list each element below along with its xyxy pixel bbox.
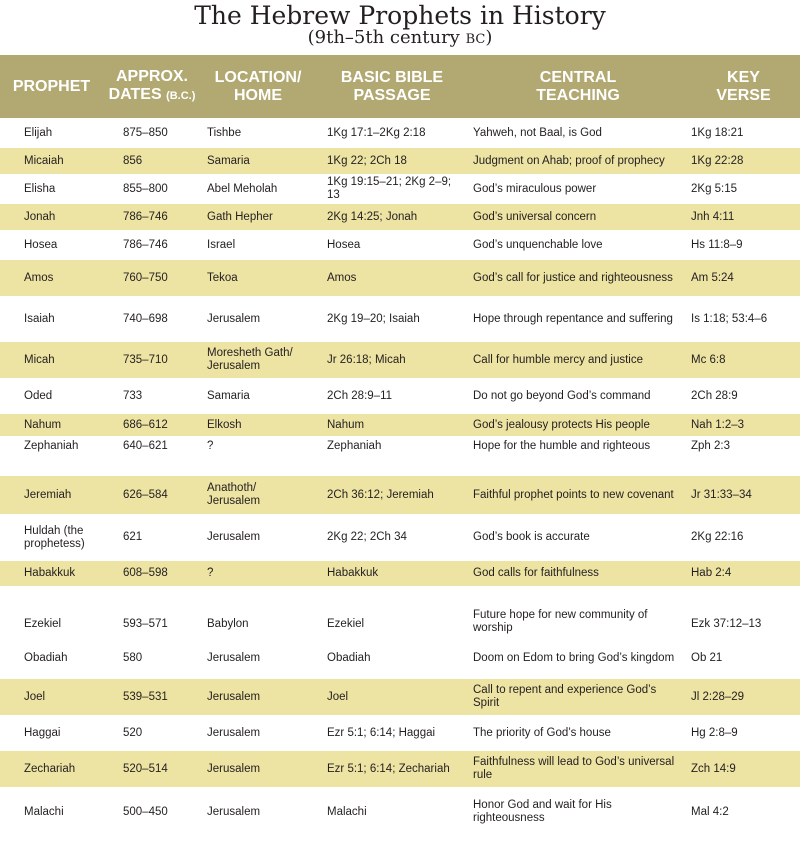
cell-dates: 733 <box>123 389 143 402</box>
table-row <box>0 679 800 715</box>
cell-prophet: Isaiah <box>24 312 55 325</box>
header-teaching: CENTRAL TEACHING <box>536 68 620 104</box>
cell-location: Jerusalem <box>207 726 261 739</box>
cell-passage: 2Kg 14:25; Jonah <box>327 210 418 223</box>
cell-location: Babylon <box>207 618 249 630</box>
cell-location: Samaria <box>207 389 250 402</box>
cell-prophet: Zechariah <box>24 762 76 775</box>
cell-prophet: Haggai <box>24 726 61 739</box>
cell-teaching: Doom on Edom to bring God’s kingdom <box>473 651 675 664</box>
cell-passage: Joel <box>327 690 349 703</box>
cell-verse: 2Ch 28:9 <box>691 389 738 402</box>
cell-passage: 2Kg 19–20; Isaiah <box>327 312 420 325</box>
cell-passage: Malachi <box>327 805 367 818</box>
cell-dates: 500–450 <box>123 805 168 818</box>
cell-dates: 640–621 <box>123 440 168 452</box>
cell-prophet: Micaiah <box>24 154 64 167</box>
cell-teaching: The priority of God’s house <box>473 726 611 739</box>
cell-prophet: Joel <box>24 690 46 703</box>
cell-passage: Habakkuk <box>327 567 379 579</box>
cell-dates: 608–598 <box>123 567 168 579</box>
cell-location: Abel Meholah <box>207 182 278 195</box>
cell-location: Jerusalem <box>207 805 261 818</box>
cell-dates: 580 <box>123 651 143 664</box>
cell-prophet: Obadiah <box>24 651 68 664</box>
cell-verse: Nah 1:2–3 <box>691 418 745 431</box>
table-header-row <box>0 55 800 118</box>
cell-passage: Amos <box>327 271 357 284</box>
cell-location: ? <box>207 440 214 452</box>
cell-prophet: Elijah <box>24 126 53 139</box>
header-prophet: PROPHET <box>12 77 91 95</box>
cell-passage: 2Ch 36:12; Jeremiah <box>327 488 434 501</box>
cell-prophet: Micah <box>24 353 55 366</box>
table-row <box>0 378 800 414</box>
table-row <box>0 514 800 561</box>
cell-dates: 520–514 <box>123 762 168 775</box>
cell-location: Moresheth Gath/ Jerusalem <box>207 347 293 372</box>
table-row <box>0 637 800 679</box>
cell-teaching: Hope for the humble and righteous <box>473 440 651 452</box>
cell-verse: Mal 4:2 <box>691 805 729 818</box>
table-row <box>0 715 800 751</box>
cell-teaching: God’s call for justice and righteousness <box>473 271 673 284</box>
cell-verse: Hg 2:8–9 <box>691 726 738 739</box>
header-verse: KEY VERSE <box>716 68 771 104</box>
cell-location: ? <box>207 567 214 579</box>
cell-prophet: Jeremiah <box>24 488 72 501</box>
cell-passage: 1Kg 19:15–21; 2Kg 2–9; 13 <box>327 176 452 201</box>
cell-teaching: Hope through repentance and suffering <box>473 312 673 325</box>
cell-location: Samaria <box>207 154 250 167</box>
header-location: LOCATION/ HOME <box>214 68 302 104</box>
table-row <box>0 476 800 514</box>
cell-dates: 856 <box>123 154 143 167</box>
cell-dates: 539–531 <box>123 690 168 703</box>
cell-passage: Ezr 5:1; 6:14; Zechariah <box>327 762 450 775</box>
table-row <box>0 586 800 637</box>
cell-prophet: Elisha <box>24 182 56 195</box>
header-passage: BASIC BIBLE PASSAGE <box>340 68 444 104</box>
cell-dates: 875–850 <box>123 126 168 139</box>
cell-prophet: Ezekiel <box>24 618 62 630</box>
cell-passage: 2Kg 22; 2Ch 34 <box>327 531 407 543</box>
cell-prophet: Nahum <box>24 418 62 431</box>
cell-teaching: Call to repent and experience God’s Spirit <box>473 684 657 709</box>
cell-dates: 760–750 <box>123 271 168 284</box>
cell-dates: 593–571 <box>123 618 168 630</box>
cell-verse: Hs 11:8–9 <box>691 238 743 251</box>
cell-verse: Zph 2:3 <box>691 440 730 452</box>
table-row <box>0 414 800 436</box>
cell-location: Jerusalem <box>207 762 261 775</box>
cell-location: Jerusalem <box>207 690 261 703</box>
cell-location: Tekoa <box>207 271 238 284</box>
cell-prophet: Malachi <box>24 805 64 818</box>
cell-teaching: God calls for faithfulness <box>473 567 599 579</box>
cell-dates: 520 <box>123 726 143 739</box>
cell-teaching: God’s book is accurate <box>473 531 590 543</box>
cell-passage: Ezekiel <box>327 618 365 630</box>
table-row <box>0 296 800 342</box>
cell-location: Gath Hepher <box>207 210 273 223</box>
cell-dates: 740–698 <box>123 312 168 325</box>
table-row <box>0 561 800 586</box>
subtitle-main: (9th–5th century <box>307 27 466 48</box>
cell-verse: Mc 6:8 <box>691 353 726 366</box>
cell-location: Jerusalem <box>207 531 261 543</box>
cell-dates: 621 <box>123 531 143 543</box>
page-subtitle <box>0 28 800 50</box>
cell-dates: 786–746 <box>123 238 168 251</box>
cell-teaching: Call for humble mercy and justice <box>473 353 644 366</box>
table-row <box>0 751 800 787</box>
cell-prophet: Huldah (the prophetess) <box>24 524 85 550</box>
cell-dates: 735–710 <box>123 353 168 366</box>
subtitle-era: BC <box>465 32 486 47</box>
cell-teaching: God’s unquenchable love <box>473 238 603 251</box>
cell-teaching: Future hope for new community of worship <box>473 609 648 634</box>
cell-passage: Nahum <box>327 418 365 431</box>
table-row <box>0 787 800 837</box>
cell-verse: Hab 2:4 <box>691 567 732 579</box>
table-row <box>0 204 800 230</box>
cell-passage: Hosea <box>327 238 361 251</box>
cell-prophet: Zephaniah <box>24 440 79 452</box>
cell-prophet: Habakkuk <box>24 567 76 579</box>
cell-verse: Jr 31:33–34 <box>691 488 752 501</box>
cell-teaching: Honor God and wait for His righteousness <box>473 799 612 824</box>
table-row <box>0 436 800 476</box>
cell-passage: 2Ch 28:9–11 <box>327 389 393 402</box>
cell-teaching: God’s jealousy protects His people <box>473 418 650 431</box>
cell-teaching: Faithful prophet points to new covenant <box>473 488 674 501</box>
cell-teaching: Faithfulness will lead to God’s universal rule <box>473 756 675 781</box>
cell-passage: 1Kg 22; 2Ch 18 <box>327 154 407 167</box>
cell-verse: Zch 14:9 <box>691 762 736 775</box>
cell-dates: 855–800 <box>123 182 168 195</box>
cell-teaching: God’s universal concern <box>473 210 597 223</box>
cell-location: Jerusalem <box>207 651 261 664</box>
cell-teaching: God’s miraculous power <box>473 182 597 195</box>
cell-passage: Zephaniah <box>327 440 382 452</box>
cell-verse: 1Kg 18:21 <box>691 126 744 139</box>
table-row <box>0 342 800 378</box>
cell-passage: Obadiah <box>327 651 371 664</box>
cell-location: Anathoth/ Jerusalem <box>207 482 261 507</box>
cell-verse: Ezk 37:12–13 <box>691 618 762 630</box>
cell-verse: 2Kg 22:16 <box>691 531 744 543</box>
cell-prophet: Oded <box>24 389 53 402</box>
table-row <box>0 118 800 148</box>
table-row <box>0 260 800 296</box>
cell-prophet: Hosea <box>24 238 58 251</box>
cell-teaching: Yahweh, not Baal, is God <box>473 126 602 139</box>
table-row <box>0 230 800 260</box>
cell-verse: Jnh 4:11 <box>691 210 735 223</box>
prophets-table <box>0 55 800 837</box>
table-row <box>0 148 800 174</box>
subtitle-close: ) <box>485 27 493 48</box>
cell-teaching: Judgment on Ahab; proof of prophecy <box>473 154 665 167</box>
cell-dates: 626–584 <box>123 488 168 501</box>
header-dates: APPROX. DATES (B.C.) <box>108 68 196 103</box>
cell-prophet: Amos <box>24 271 54 284</box>
cell-dates: 686–612 <box>123 418 168 431</box>
cell-verse: Am 5:24 <box>691 271 734 284</box>
cell-passage: Ezr 5:1; 6:14; Haggai <box>327 726 436 739</box>
cell-verse: Jl 2:28–29 <box>691 690 745 703</box>
cell-prophet: Jonah <box>24 210 56 223</box>
cell-verse: Ob 21 <box>691 651 723 664</box>
page-title: The Hebrew Prophets in History <box>194 1 606 30</box>
cell-location: Elkosh <box>207 418 242 431</box>
cell-dates: 786–746 <box>123 210 168 223</box>
cell-passage: Jr 26:18; Micah <box>327 353 406 366</box>
cell-verse: Is 1:18; 53:4–6 <box>691 312 768 325</box>
cell-location: Tishbe <box>207 126 242 139</box>
cell-teaching: Do not go beyond God’s command <box>473 389 651 402</box>
cell-location: Israel <box>207 238 236 251</box>
cell-location: Jerusalem <box>207 312 261 325</box>
table-row <box>0 174 800 204</box>
cell-verse: 2Kg 5:15 <box>691 182 738 195</box>
cell-passage: 1Kg 17:1–2Kg 2:18 <box>327 126 426 139</box>
cell-verse: 1Kg 22:28 <box>691 154 744 167</box>
